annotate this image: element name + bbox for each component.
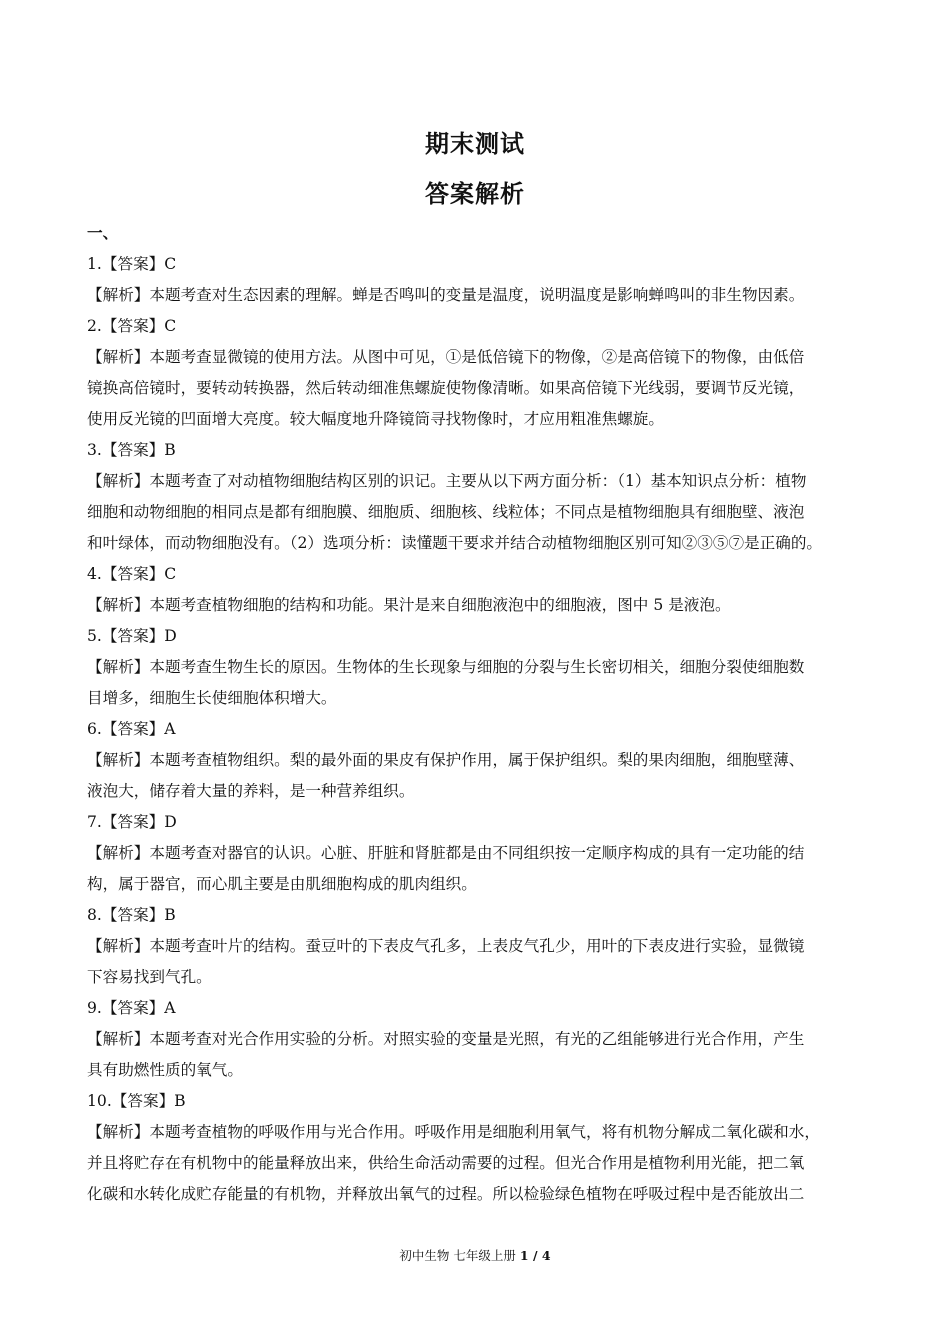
section-heading: 一、 <box>87 224 119 242</box>
analysis-line: 下容易找到气孔。 <box>87 968 212 986</box>
analysis-line: 【解析】本题考查了对动植物细胞结构区别的识记。主要从以下两方面分析：（1）基本知识点分析：植物 <box>87 472 807 490</box>
analysis-line: 目增多，细胞生长使细胞体积增大。 <box>87 689 337 707</box>
analysis-line: 【解析】本题考查植物的呼吸作用与光合作用。呼吸作用是细胞利用氧气，将有机物分解成二氧化碳和水， <box>87 1123 820 1141</box>
analysis-line: 【解析】本题考查叶片的结构。蚕豆叶的下表皮气孔多，上表皮气孔少，用叶的下表皮进行实验，显微镜 <box>87 937 805 955</box>
analysis-line: 液泡大，储存着大量的养料，是一种营养组织。 <box>87 782 415 800</box>
answer-line-1: 1.【答案】C <box>87 255 177 273</box>
analysis-line: 具有助燃性质的氧气。 <box>87 1061 243 1079</box>
analysis-line: 化碳和水转化成贮存能量的有机物，并释放出氧气的过程。所以检验绿色植物在呼吸过程中是否能放出二 <box>87 1185 805 1203</box>
answer-line-5: 5.【答案】D <box>87 627 177 645</box>
analysis-line: 镜换高倍镜时，要转动转换器，然后转动细准焦螺旋使物像清晰。如果高倍镜下光线弱，要调节反光镜， <box>87 379 805 397</box>
answer-line-4: 4.【答案】C <box>87 565 177 583</box>
answer-line-10: 10.【答案】B <box>87 1092 186 1110</box>
analysis-line: 使用反光镜的凹面增大亮度。较大幅度地升降镜筒寻找物像时，才应用粗准焦螺旋。 <box>87 410 664 428</box>
analysis-line: 和叶绿体，而动物细胞没有。（2）选项分析：读懂题干要求并结合动植物细胞区别可知②③⑤⑦是正确的。 <box>87 534 823 552</box>
answer-line-6: 6.【答案】A <box>87 720 176 738</box>
analysis-line: 【解析】本题考查对生态因素的理解。蝉是否鸣叫的变量是温度，说明温度是影响蝉鸣叫的非生物因素。 <box>87 286 805 304</box>
analysis-line: 【解析】本题考查对器官的认识。心脏、肝脏和肾脏都是由不同组织按一定顺序构成的具有一定功能的结 <box>87 844 805 862</box>
answer-line-3: 3.【答案】B <box>87 441 176 459</box>
answer-content <box>87 218 865 1210</box>
footer-text: 初中生物 七年级上册 <box>399 1248 516 1263</box>
analysis-line: 细胞和动物细胞的相同点是都有细胞膜、细胞质、细胞核、线粒体；不同点是植物细胞具有细胞壁、液泡 <box>87 503 805 521</box>
answer-line-2: 2.【答案】C <box>87 317 177 335</box>
page-number: 1 / 4 <box>519 1248 551 1263</box>
analysis-line: 【解析】本题考查生物生长的原因。生物体的生长现象与细胞的分裂与生长密切相关，细胞分裂使细胞数 <box>87 658 805 676</box>
answer-line-8: 8.【答案】B <box>87 906 176 924</box>
analysis-line: 【解析】本题考查显微镜的使用方法。从图中可见，①是低倍镜下的物像，②是高倍镜下的物像，由低倍 <box>87 348 805 366</box>
analysis-line: 构，属于器官，而心肌主要是由肌细胞构成的肌肉组织。 <box>87 875 477 893</box>
page-title: 期末测试 <box>425 130 525 158</box>
page-footer <box>0 1246 950 1264</box>
answer-line-7: 7.【答案】D <box>87 813 177 831</box>
analysis-line: 并且将贮存在有机物中的能量释放出来，供给生命活动需要的过程。但光合作用是植物利用光能，把二氧 <box>87 1154 805 1172</box>
analysis-line: 【解析】本题考查对光合作用实验的分析。对照实验的变量是光照，有光的乙组能够进行光合作用，产生 <box>87 1030 805 1048</box>
analysis-line: 【解析】本题考查植物组织。梨的最外面的果皮有保护作用，属于保护组织。梨的果肉细胞，细胞壁薄、 <box>87 751 805 769</box>
answer-line-9: 9.【答案】A <box>87 999 176 1017</box>
page-subtitle: 答案解析 <box>425 180 525 208</box>
analysis-line: 【解析】本题考查植物细胞的结构和功能。果汁是来自细胞液泡中的细胞液，图中 5 是液泡。 <box>87 596 731 614</box>
